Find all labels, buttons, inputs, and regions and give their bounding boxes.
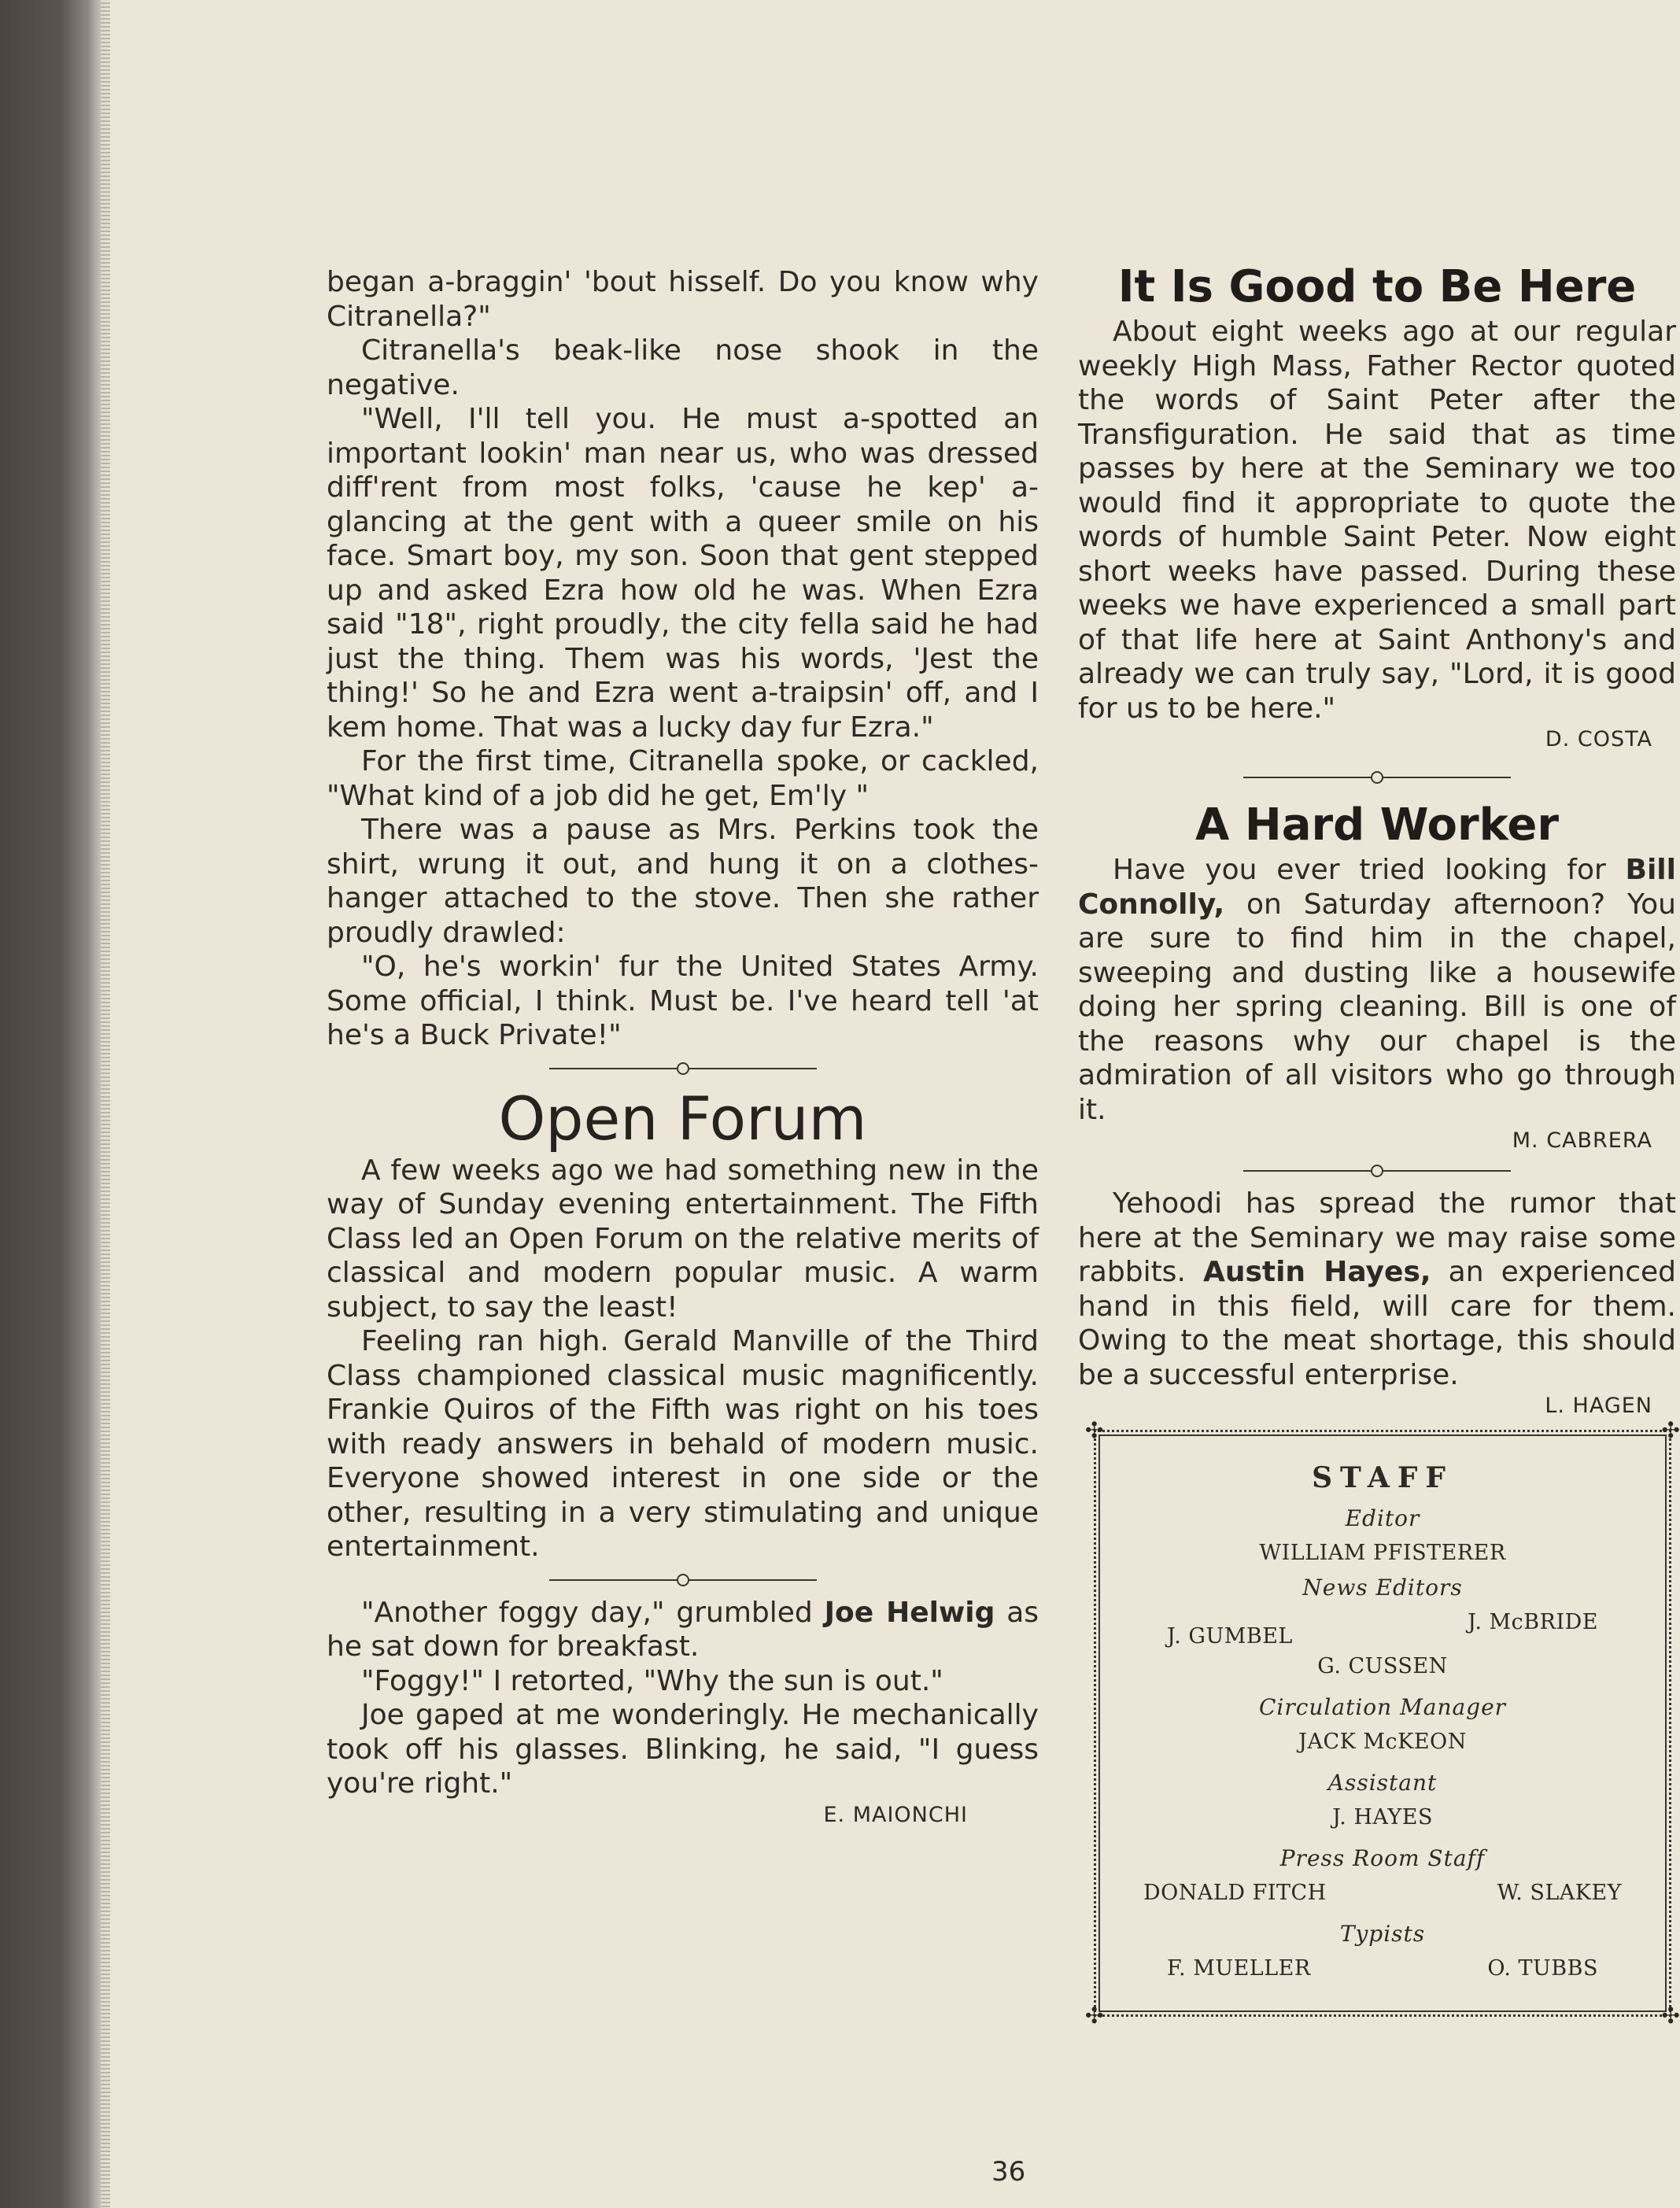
editor-label: Editor bbox=[1345, 1505, 1420, 1531]
austin-hayes-name: Austin Hayes, bbox=[1202, 1256, 1431, 1288]
typist-name: O. TUBBS bbox=[1487, 1956, 1598, 1981]
page-edges bbox=[101, 0, 110, 2208]
corner-ornament-icon: ✣ bbox=[1085, 2003, 1104, 2029]
byline-cabrera: M. CABRERA bbox=[1512, 1128, 1652, 1153]
staff-title: STAFF bbox=[1312, 1461, 1453, 1494]
news-editors-row bbox=[1096, 1605, 1669, 1654]
story-paragraph: Citranella's beak-like nose shook in the negative. bbox=[327, 334, 1039, 401]
bill-connolly-name: Bill Connolly, bbox=[1078, 854, 1676, 921]
press-room-name: DONALD FITCH bbox=[1143, 1881, 1327, 1905]
assistant-name: J. HAYES bbox=[1332, 1805, 1433, 1830]
press-room-staff-label: Press Room Staff bbox=[1279, 1845, 1486, 1871]
section-divider bbox=[327, 1053, 1039, 1084]
press-room-name: W. SLAKEY bbox=[1497, 1881, 1622, 1905]
page bbox=[110, 0, 1680, 2208]
open-forum-paragraph: Feeling ran high. Gerald Manville of the Third Class championed classical music magnificently. Frankie Quiros of the Fifth was right on his toes with ready answers in behald of modern music. Everyone showed interest in one side or the other, resulting in a very stimulating and unique entertainment. bbox=[327, 1325, 1039, 1563]
section-divider bbox=[1078, 762, 1676, 793]
foggy-paragraph: Joe gaped at me wonderingly. He mechanically took off his glasses. Blinking, he said, "I guess you're right." bbox=[327, 1699, 1039, 1800]
right-column bbox=[1078, 260, 1680, 2029]
corner-ornament-icon: ✣ bbox=[1085, 1417, 1104, 1443]
story-paragraph: "O, he's workin' fur the United States Army. Some official, I think. Must be. I've heard tell 'at he's a Buck Private!" bbox=[327, 951, 1039, 1051]
foggy-paragraph: "Another foggy day," grumbled Joe Helwig as he sat down for breakfast. bbox=[327, 1596, 1039, 1663]
good-to-be-here-paragraph: About eight weeks ago at our regular weekly High Mass, Father Rector quoted the words of Saint Peter after the Transfiguration. He said that as time passes by here at the Seminary we too would find it appropriate to quote the words of humble Saint Peter. Now eight short weeks have passed. During these weeks we have experienced a small part of that life here at Saint Anthony's and already we can truly say, "Lord, it is good for us to be here." bbox=[1078, 316, 1676, 725]
joe-helwig-name: Joe Helwig bbox=[824, 1596, 995, 1629]
press-room-row bbox=[1096, 1876, 1669, 1911]
rabbits-paragraph: Yehoodi has spread the rumor that here at the Seminary we may raise some rabbits. Austin Hayes, an experienced hand in this field, will care for them. Owing to the meat shortage, this should be a successful enterprise. bbox=[1078, 1187, 1676, 1391]
byline-maionchi: E. MAIONCHI bbox=[823, 1802, 968, 1827]
corner-ornament-icon: ✣ bbox=[1661, 1417, 1680, 1443]
typist-name: F. MUELLER bbox=[1167, 1956, 1311, 1981]
news-editors-label: News Editors bbox=[1302, 1575, 1463, 1601]
page-number: 36 bbox=[991, 2156, 1026, 2188]
typists-row bbox=[1096, 1951, 1669, 1986]
news-editor-name: J. McBRIDE bbox=[1468, 1610, 1598, 1634]
foggy-paragraph: "Foggy!" I retorted, "Why the sun is out." bbox=[361, 1664, 943, 1697]
section-divider bbox=[1078, 1155, 1676, 1187]
news-editor-name: J. GUMBEL bbox=[1167, 1624, 1293, 1649]
news-editor-name: G. CUSSEN bbox=[1317, 1654, 1448, 1678]
story-continuation-first: began a-braggin' 'bout hisself. Do you know why Citranella?" bbox=[327, 266, 1039, 333]
staff-list bbox=[1096, 1454, 1669, 1986]
typists-label: Typists bbox=[1339, 1921, 1426, 1947]
byline-hagen: L. HAGEN bbox=[1545, 1394, 1652, 1418]
open-forum-heading: Open Forum bbox=[498, 1083, 867, 1154]
story-paragraph: For the first time, Citranella spoke, or cackled, "What kind of a job did he get, Em'ly " bbox=[327, 745, 1039, 812]
story-paragraph: There was a pause as Mrs. Perkins took the shirt, wrung it out, and hung it on a clothes-hanger attached to the stove. Then she rather proudly drawled: bbox=[327, 814, 1039, 949]
good-to-be-here-heading: It Is Good to Be Here bbox=[1117, 261, 1637, 312]
hard-worker-heading: A Hard Worker bbox=[1195, 799, 1559, 851]
book-spine bbox=[0, 0, 110, 2208]
circulation-manager-name: JACK McKEON bbox=[1298, 1730, 1467, 1754]
section-divider bbox=[327, 1564, 1039, 1596]
assistant-label: Assistant bbox=[1327, 1770, 1438, 1796]
left-column bbox=[327, 265, 1039, 1830]
story-paragraph: "Well, I'll tell you. He must a-spotted an important lookin' man near us, who was dressed diff'rent from most folks, 'cause he kep' a-glancing at the gent with a queer smile on his face. Smart boy, my son. Soon that gent stepped up and asked Ezra how old he was. When Ezra said "18", right proudly, the city fella said he had just the thing. Them was his words, 'Jest the thing!' So he and Ezra went a-traipsin' off, and I kem home. That was a lucky day fur Ezra." bbox=[327, 403, 1039, 744]
editor-name: WILLIAM PFISTERER bbox=[1259, 1541, 1506, 1565]
staff-box bbox=[1085, 1417, 1680, 2029]
hard-worker-paragraph: Have you ever tried looking for Bill Connolly, on Saturday afternoon? You are sure to find him in the chapel, sweeping and dusting like a housewife doing her spring cleaning. Bill is one of the reasons why our chapel is the admiration of all visitors who go through it. bbox=[1078, 854, 1676, 1126]
byline-costa: D. COSTA bbox=[1545, 727, 1652, 751]
open-forum-paragraph: A few weeks ago we had something new in the way of Sunday evening entertainment. The Fifth Class led an Open Forum on the relative merits of classical and modern popular music. A warm subject, to say the least! bbox=[327, 1154, 1039, 1324]
corner-ornament-icon: ✣ bbox=[1661, 2003, 1680, 2029]
circulation-manager-label: Circulation Manager bbox=[1258, 1694, 1507, 1720]
